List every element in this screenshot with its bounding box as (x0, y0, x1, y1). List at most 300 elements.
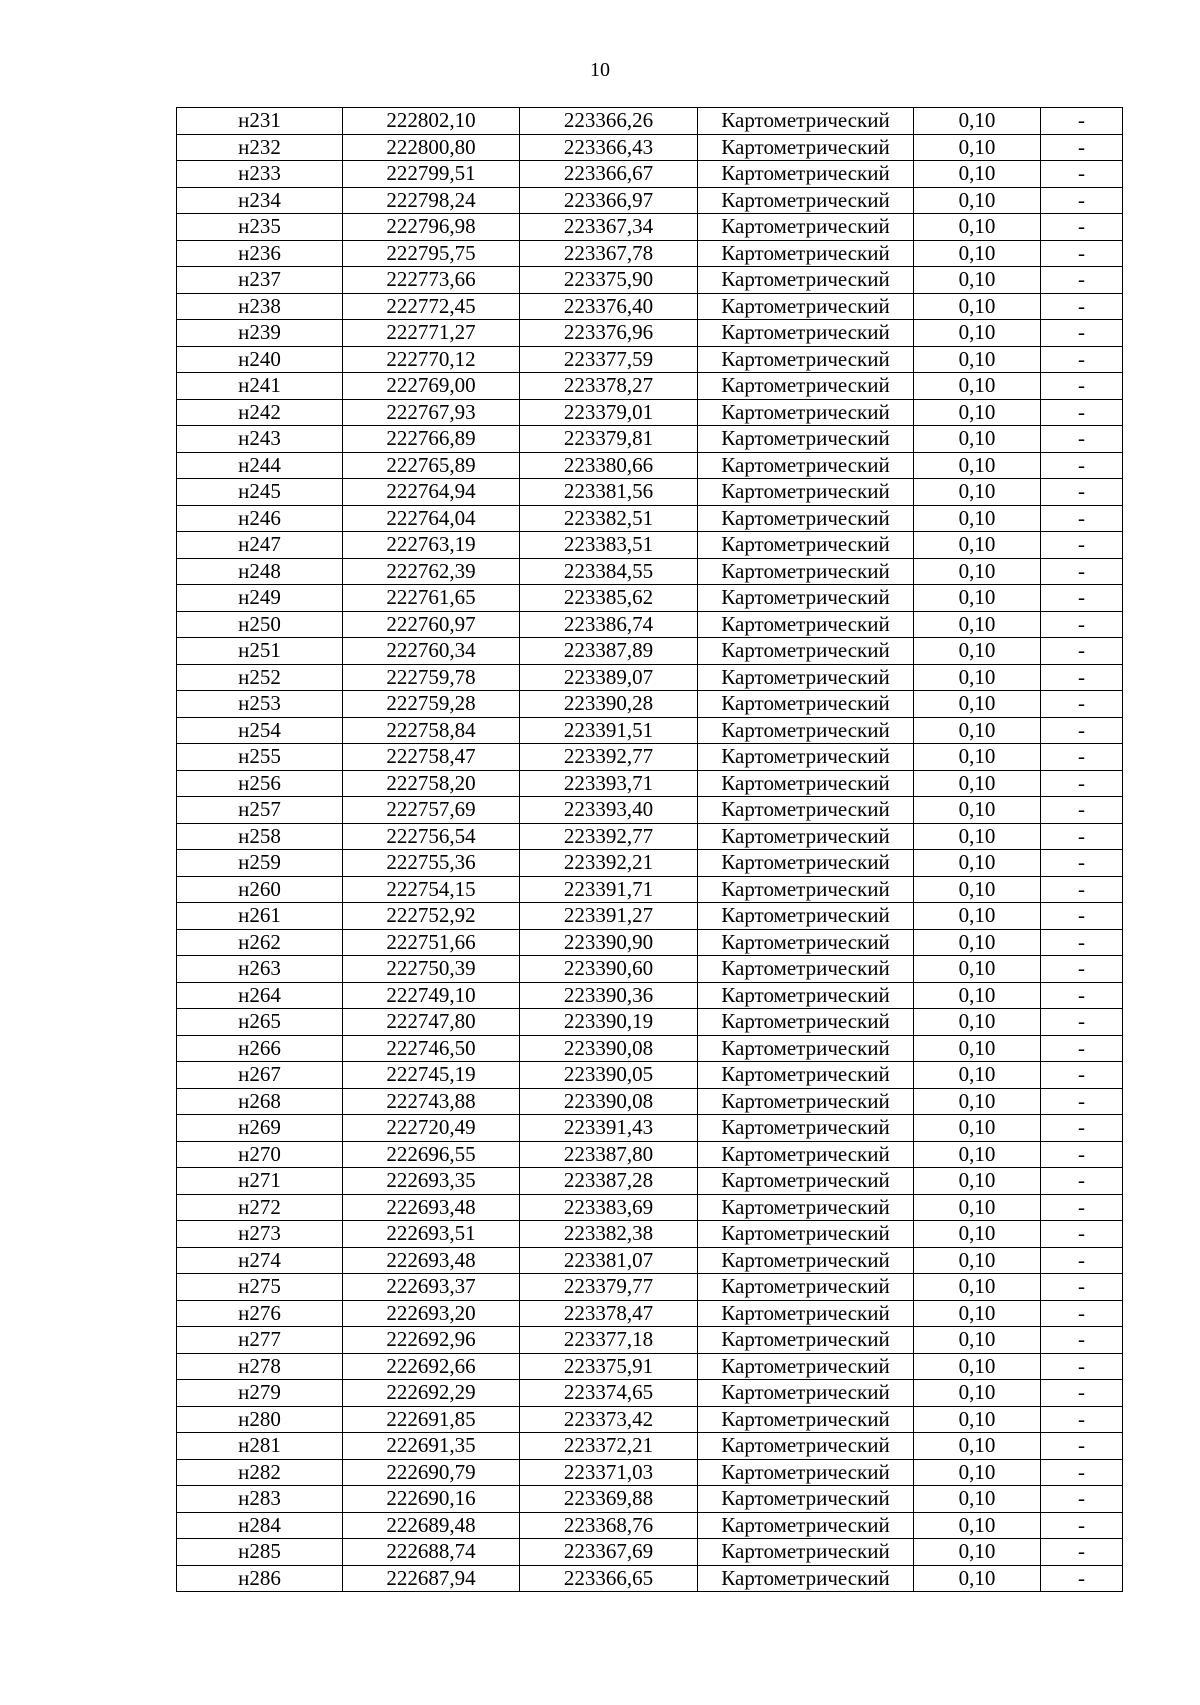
point-name-cell: н238 (177, 293, 343, 320)
point-name-cell: н276 (177, 1300, 343, 1327)
description-cell: - (1041, 373, 1123, 400)
y-coordinate-cell: 223379,77 (520, 1274, 698, 1301)
y-coordinate-cell: 223384,55 (520, 558, 698, 585)
x-coordinate-cell: 222763,19 (343, 532, 520, 559)
table-row (177, 240, 1123, 267)
coordinates-table-body (177, 108, 1123, 1592)
y-coordinate-cell: 223389,07 (520, 664, 698, 691)
table-row (177, 1168, 1123, 1195)
point-name-cell: н237 (177, 267, 343, 294)
accuracy-cell: 0,10 (914, 585, 1041, 612)
y-coordinate-cell: 223366,65 (520, 1565, 698, 1592)
method-cell: Картометрический (698, 1380, 914, 1407)
x-coordinate-cell: 222754,15 (343, 876, 520, 903)
point-name-cell: н271 (177, 1168, 343, 1195)
point-name-cell: н247 (177, 532, 343, 559)
description-cell: - (1041, 1062, 1123, 1089)
table-row (177, 479, 1123, 506)
point-name-cell: н239 (177, 320, 343, 347)
y-coordinate-cell: 223366,26 (520, 108, 698, 135)
table-row (177, 1141, 1123, 1168)
accuracy-cell: 0,10 (914, 426, 1041, 453)
y-coordinate-cell: 223379,01 (520, 399, 698, 426)
point-name-cell: н236 (177, 240, 343, 267)
y-coordinate-cell: 223390,90 (520, 929, 698, 956)
y-coordinate-cell: 223387,89 (520, 638, 698, 665)
accuracy-cell: 0,10 (914, 1406, 1041, 1433)
method-cell: Картометрический (698, 214, 914, 241)
method-cell: Картометрический (698, 1168, 914, 1195)
table-row (177, 638, 1123, 665)
y-coordinate-cell: 223367,34 (520, 214, 698, 241)
x-coordinate-cell: 222691,35 (343, 1433, 520, 1460)
accuracy-cell: 0,10 (914, 823, 1041, 850)
table-row (177, 929, 1123, 956)
x-coordinate-cell: 222772,45 (343, 293, 520, 320)
point-name-cell: н277 (177, 1327, 343, 1354)
accuracy-cell: 0,10 (914, 1433, 1041, 1460)
method-cell: Картометрический (698, 479, 914, 506)
accuracy-cell: 0,10 (914, 267, 1041, 294)
x-coordinate-cell: 222796,98 (343, 214, 520, 241)
description-cell: - (1041, 1327, 1123, 1354)
description-cell: - (1041, 1194, 1123, 1221)
accuracy-cell: 0,10 (914, 293, 1041, 320)
method-cell: Картометрический (698, 664, 914, 691)
method-cell: Картометрический (698, 399, 914, 426)
method-cell: Картометрический (698, 850, 914, 877)
table-row (177, 1300, 1123, 1327)
description-cell: - (1041, 982, 1123, 1009)
table-row (177, 691, 1123, 718)
method-cell: Картометрический (698, 744, 914, 771)
accuracy-cell: 0,10 (914, 664, 1041, 691)
y-coordinate-cell: 223381,56 (520, 479, 698, 506)
accuracy-cell: 0,10 (914, 638, 1041, 665)
accuracy-cell: 0,10 (914, 1115, 1041, 1142)
description-cell: - (1041, 1221, 1123, 1248)
accuracy-cell: 0,10 (914, 134, 1041, 161)
description-cell: - (1041, 770, 1123, 797)
table-row (177, 664, 1123, 691)
x-coordinate-cell: 222758,20 (343, 770, 520, 797)
accuracy-cell: 0,10 (914, 982, 1041, 1009)
method-cell: Картометрический (698, 903, 914, 930)
method-cell: Картометрический (698, 558, 914, 585)
table-row (177, 717, 1123, 744)
method-cell: Картометрический (698, 1327, 914, 1354)
description-cell: - (1041, 267, 1123, 294)
method-cell: Картометрический (698, 823, 914, 850)
method-cell: Картометрический (698, 373, 914, 400)
x-coordinate-cell: 222687,94 (343, 1565, 520, 1592)
table-row (177, 505, 1123, 532)
y-coordinate-cell: 223376,40 (520, 293, 698, 320)
method-cell: Картометрический (698, 346, 914, 373)
y-coordinate-cell: 223383,51 (520, 532, 698, 559)
description-cell: - (1041, 638, 1123, 665)
x-coordinate-cell: 222795,75 (343, 240, 520, 267)
point-name-cell: н266 (177, 1035, 343, 1062)
point-name-cell: н241 (177, 373, 343, 400)
accuracy-cell: 0,10 (914, 1168, 1041, 1195)
table-row (177, 823, 1123, 850)
y-coordinate-cell: 223390,28 (520, 691, 698, 718)
point-name-cell: н274 (177, 1247, 343, 1274)
x-coordinate-cell: 222771,27 (343, 320, 520, 347)
description-cell: - (1041, 1433, 1123, 1460)
x-coordinate-cell: 222750,39 (343, 956, 520, 983)
x-coordinate-cell: 222689,48 (343, 1512, 520, 1539)
method-cell: Картометрический (698, 1512, 914, 1539)
description-cell: - (1041, 929, 1123, 956)
description-cell: - (1041, 479, 1123, 506)
y-coordinate-cell: 223390,08 (520, 1035, 698, 1062)
description-cell: - (1041, 161, 1123, 188)
point-name-cell: н243 (177, 426, 343, 453)
description-cell: - (1041, 850, 1123, 877)
table-row (177, 1009, 1123, 1036)
x-coordinate-cell: 222743,88 (343, 1088, 520, 1115)
table-row (177, 452, 1123, 479)
y-coordinate-cell: 223381,07 (520, 1247, 698, 1274)
x-coordinate-cell: 222693,48 (343, 1194, 520, 1221)
table-row (177, 797, 1123, 824)
table-row (177, 1433, 1123, 1460)
description-cell: - (1041, 214, 1123, 241)
method-cell: Картометрический (698, 1300, 914, 1327)
accuracy-cell: 0,10 (914, 797, 1041, 824)
y-coordinate-cell: 223393,71 (520, 770, 698, 797)
x-coordinate-cell: 222759,78 (343, 664, 520, 691)
y-coordinate-cell: 223390,05 (520, 1062, 698, 1089)
accuracy-cell: 0,10 (914, 108, 1041, 135)
x-coordinate-cell: 222693,37 (343, 1274, 520, 1301)
method-cell: Картометрический (698, 876, 914, 903)
y-coordinate-cell: 223390,08 (520, 1088, 698, 1115)
accuracy-cell: 0,10 (914, 1194, 1041, 1221)
point-name-cell: н257 (177, 797, 343, 824)
method-cell: Картометрический (698, 1353, 914, 1380)
description-cell: - (1041, 134, 1123, 161)
description-cell: - (1041, 1035, 1123, 1062)
accuracy-cell: 0,10 (914, 1062, 1041, 1089)
y-coordinate-cell: 223392,77 (520, 823, 698, 850)
point-name-cell: н263 (177, 956, 343, 983)
method-cell: Картометрический (698, 505, 914, 532)
x-coordinate-cell: 222770,12 (343, 346, 520, 373)
point-name-cell: н285 (177, 1539, 343, 1566)
y-coordinate-cell: 223379,81 (520, 426, 698, 453)
method-cell: Картометрический (698, 1141, 914, 1168)
accuracy-cell: 0,10 (914, 1327, 1041, 1354)
method-cell: Картометрический (698, 1035, 914, 1062)
x-coordinate-cell: 222758,47 (343, 744, 520, 771)
x-coordinate-cell: 222690,16 (343, 1486, 520, 1513)
point-name-cell: н268 (177, 1088, 343, 1115)
description-cell: - (1041, 1486, 1123, 1513)
method-cell: Картометрический (698, 1539, 914, 1566)
y-coordinate-cell: 223372,21 (520, 1433, 698, 1460)
table-row (177, 267, 1123, 294)
x-coordinate-cell: 222747,80 (343, 1009, 520, 1036)
point-name-cell: н282 (177, 1459, 343, 1486)
description-cell: - (1041, 505, 1123, 532)
x-coordinate-cell: 222765,89 (343, 452, 520, 479)
description-cell: - (1041, 1141, 1123, 1168)
x-coordinate-cell: 222720,49 (343, 1115, 520, 1142)
point-name-cell: н242 (177, 399, 343, 426)
table-row (177, 850, 1123, 877)
table-row (177, 320, 1123, 347)
accuracy-cell: 0,10 (914, 1486, 1041, 1513)
x-coordinate-cell: 222693,51 (343, 1221, 520, 1248)
point-name-cell: н260 (177, 876, 343, 903)
x-coordinate-cell: 222800,80 (343, 134, 520, 161)
accuracy-cell: 0,10 (914, 1274, 1041, 1301)
table-row (177, 1221, 1123, 1248)
accuracy-cell: 0,10 (914, 1539, 1041, 1566)
y-coordinate-cell: 223386,74 (520, 611, 698, 638)
accuracy-cell: 0,10 (914, 399, 1041, 426)
point-name-cell: н265 (177, 1009, 343, 1036)
description-cell: - (1041, 876, 1123, 903)
method-cell: Картометрический (698, 187, 914, 214)
accuracy-cell: 0,10 (914, 611, 1041, 638)
point-name-cell: н262 (177, 929, 343, 956)
y-coordinate-cell: 223385,62 (520, 585, 698, 612)
y-coordinate-cell: 223391,71 (520, 876, 698, 903)
accuracy-cell: 0,10 (914, 1380, 1041, 1407)
y-coordinate-cell: 223391,27 (520, 903, 698, 930)
point-name-cell: н244 (177, 452, 343, 479)
x-coordinate-cell: 222759,28 (343, 691, 520, 718)
x-coordinate-cell: 222749,10 (343, 982, 520, 1009)
description-cell: - (1041, 1353, 1123, 1380)
x-coordinate-cell: 222692,66 (343, 1353, 520, 1380)
x-coordinate-cell: 222802,10 (343, 108, 520, 135)
method-cell: Картометрический (698, 1486, 914, 1513)
table-row (177, 611, 1123, 638)
method-cell: Картометрический (698, 956, 914, 983)
table-row (177, 1327, 1123, 1354)
table-row (177, 744, 1123, 771)
x-coordinate-cell: 222769,00 (343, 373, 520, 400)
x-coordinate-cell: 222764,94 (343, 479, 520, 506)
x-coordinate-cell: 222691,85 (343, 1406, 520, 1433)
method-cell: Картометрический (698, 1115, 914, 1142)
table-row (177, 187, 1123, 214)
table-row (177, 399, 1123, 426)
table-row (177, 956, 1123, 983)
accuracy-cell: 0,10 (914, 214, 1041, 241)
method-cell: Картометрический (698, 691, 914, 718)
table-row (177, 532, 1123, 559)
accuracy-cell: 0,10 (914, 187, 1041, 214)
description-cell: - (1041, 691, 1123, 718)
accuracy-cell: 0,10 (914, 1300, 1041, 1327)
x-coordinate-cell: 222766,89 (343, 426, 520, 453)
method-cell: Картометрический (698, 1194, 914, 1221)
description-cell: - (1041, 1380, 1123, 1407)
accuracy-cell: 0,10 (914, 956, 1041, 983)
description-cell: - (1041, 187, 1123, 214)
description-cell: - (1041, 903, 1123, 930)
table-row (177, 1088, 1123, 1115)
coordinates-table (176, 107, 1123, 1592)
table-row (177, 1512, 1123, 1539)
accuracy-cell: 0,10 (914, 240, 1041, 267)
description-cell: - (1041, 717, 1123, 744)
point-name-cell: н251 (177, 638, 343, 665)
y-coordinate-cell: 223366,67 (520, 161, 698, 188)
y-coordinate-cell: 223367,69 (520, 1539, 698, 1566)
x-coordinate-cell: 222693,35 (343, 1168, 520, 1195)
y-coordinate-cell: 223374,65 (520, 1380, 698, 1407)
point-name-cell: н245 (177, 479, 343, 506)
x-coordinate-cell: 222745,19 (343, 1062, 520, 1089)
point-name-cell: н269 (177, 1115, 343, 1142)
point-name-cell: н283 (177, 1486, 343, 1513)
y-coordinate-cell: 223391,51 (520, 717, 698, 744)
accuracy-cell: 0,10 (914, 1009, 1041, 1036)
accuracy-cell: 0,10 (914, 1035, 1041, 1062)
point-name-cell: н232 (177, 134, 343, 161)
method-cell: Картометрический (698, 532, 914, 559)
description-cell: - (1041, 1247, 1123, 1274)
x-coordinate-cell: 222690,79 (343, 1459, 520, 1486)
y-coordinate-cell: 223382,38 (520, 1221, 698, 1248)
method-cell: Картометрический (698, 161, 914, 188)
y-coordinate-cell: 223378,27 (520, 373, 698, 400)
accuracy-cell: 0,10 (914, 1459, 1041, 1486)
y-coordinate-cell: 223382,51 (520, 505, 698, 532)
table-row (177, 876, 1123, 903)
description-cell: - (1041, 744, 1123, 771)
table-row (177, 214, 1123, 241)
table-row (177, 293, 1123, 320)
method-cell: Картометрический (698, 1221, 914, 1248)
x-coordinate-cell: 222696,55 (343, 1141, 520, 1168)
y-coordinate-cell: 223387,28 (520, 1168, 698, 1195)
x-coordinate-cell: 222764,04 (343, 505, 520, 532)
y-coordinate-cell: 223377,59 (520, 346, 698, 373)
y-coordinate-cell: 223390,19 (520, 1009, 698, 1036)
table-row (177, 770, 1123, 797)
description-cell: - (1041, 108, 1123, 135)
table-row (177, 1353, 1123, 1380)
table-row (177, 1380, 1123, 1407)
point-name-cell: н246 (177, 505, 343, 532)
point-name-cell: н261 (177, 903, 343, 930)
accuracy-cell: 0,10 (914, 452, 1041, 479)
point-name-cell: н256 (177, 770, 343, 797)
method-cell: Картометрический (698, 929, 914, 956)
table-row (177, 108, 1123, 135)
accuracy-cell: 0,10 (914, 850, 1041, 877)
description-cell: - (1041, 426, 1123, 453)
description-cell: - (1041, 452, 1123, 479)
y-coordinate-cell: 223383,69 (520, 1194, 698, 1221)
y-coordinate-cell: 223380,66 (520, 452, 698, 479)
accuracy-cell: 0,10 (914, 558, 1041, 585)
y-coordinate-cell: 223392,77 (520, 744, 698, 771)
table-row (177, 373, 1123, 400)
accuracy-cell: 0,10 (914, 320, 1041, 347)
y-coordinate-cell: 223375,91 (520, 1353, 698, 1380)
description-cell: - (1041, 346, 1123, 373)
method-cell: Картометрический (698, 1088, 914, 1115)
method-cell: Картометрический (698, 638, 914, 665)
y-coordinate-cell: 223390,60 (520, 956, 698, 983)
point-name-cell: н235 (177, 214, 343, 241)
point-name-cell: н278 (177, 1353, 343, 1380)
description-cell: - (1041, 558, 1123, 585)
method-cell: Картометрический (698, 1433, 914, 1460)
description-cell: - (1041, 1406, 1123, 1433)
x-coordinate-cell: 222798,24 (343, 187, 520, 214)
table-row (177, 1115, 1123, 1142)
method-cell: Картометрический (698, 426, 914, 453)
accuracy-cell: 0,10 (914, 691, 1041, 718)
accuracy-cell: 0,10 (914, 876, 1041, 903)
y-coordinate-cell: 223366,43 (520, 134, 698, 161)
point-name-cell: н284 (177, 1512, 343, 1539)
y-coordinate-cell: 223391,43 (520, 1115, 698, 1142)
point-name-cell: н240 (177, 346, 343, 373)
point-name-cell: н249 (177, 585, 343, 612)
method-cell: Картометрический (698, 108, 914, 135)
y-coordinate-cell: 223368,76 (520, 1512, 698, 1539)
method-cell: Картометрический (698, 1459, 914, 1486)
x-coordinate-cell: 222752,92 (343, 903, 520, 930)
accuracy-cell: 0,10 (914, 346, 1041, 373)
accuracy-cell: 0,10 (914, 479, 1041, 506)
x-coordinate-cell: 222761,65 (343, 585, 520, 612)
method-cell: Картометрический (698, 1565, 914, 1592)
point-name-cell: н258 (177, 823, 343, 850)
description-cell: - (1041, 320, 1123, 347)
x-coordinate-cell: 222758,84 (343, 717, 520, 744)
description-cell: - (1041, 585, 1123, 612)
point-name-cell: н280 (177, 1406, 343, 1433)
y-coordinate-cell: 223376,96 (520, 320, 698, 347)
method-cell: Картометрический (698, 1406, 914, 1433)
table-row (177, 1539, 1123, 1566)
description-cell: - (1041, 1115, 1123, 1142)
method-cell: Картометрический (698, 1062, 914, 1089)
accuracy-cell: 0,10 (914, 1353, 1041, 1380)
page-number: 10 (590, 59, 610, 81)
point-name-cell: н252 (177, 664, 343, 691)
description-cell: - (1041, 664, 1123, 691)
method-cell: Картометрический (698, 452, 914, 479)
x-coordinate-cell: 222755,36 (343, 850, 520, 877)
table-row (177, 1035, 1123, 1062)
accuracy-cell: 0,10 (914, 1088, 1041, 1115)
accuracy-cell: 0,10 (914, 929, 1041, 956)
description-cell: - (1041, 1168, 1123, 1195)
accuracy-cell: 0,10 (914, 532, 1041, 559)
y-coordinate-cell: 223387,80 (520, 1141, 698, 1168)
method-cell: Картометрический (698, 717, 914, 744)
point-name-cell: н250 (177, 611, 343, 638)
point-name-cell: н275 (177, 1274, 343, 1301)
method-cell: Картометрический (698, 1274, 914, 1301)
table-row (177, 1406, 1123, 1433)
method-cell: Картометрический (698, 293, 914, 320)
table-row (177, 1062, 1123, 1089)
